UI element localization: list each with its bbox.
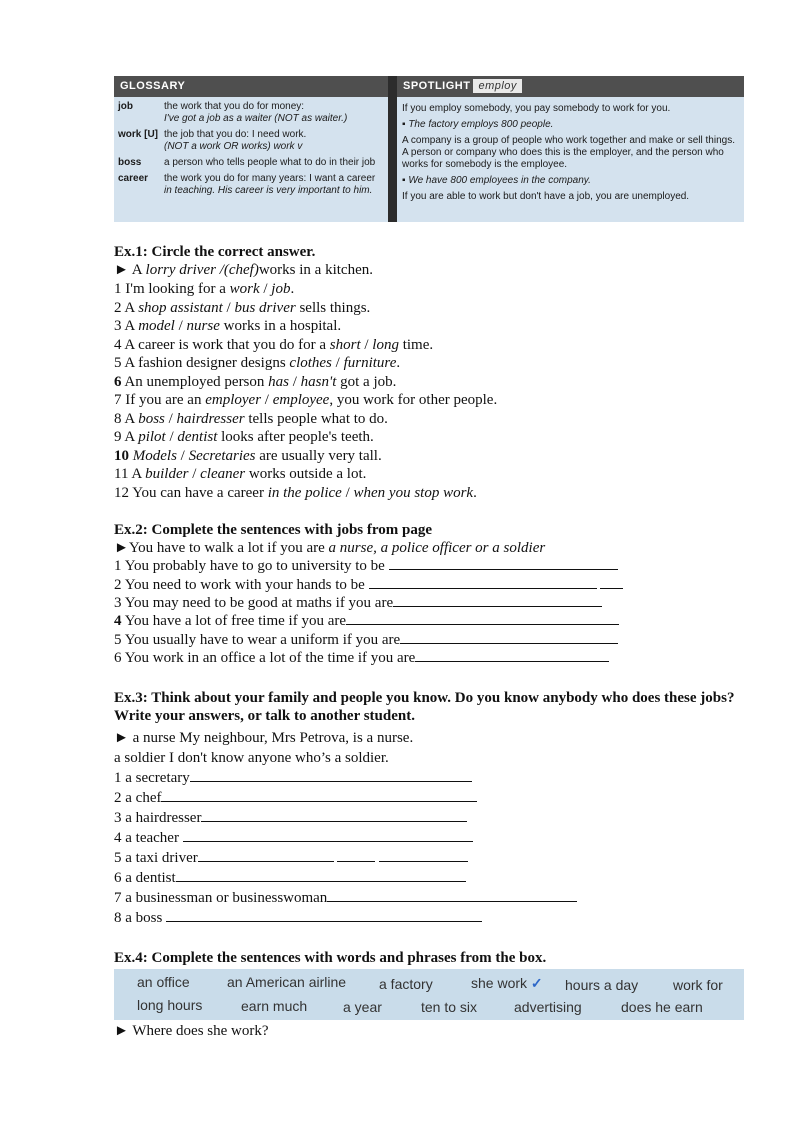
ex2-item (114, 557, 618, 575)
definition-text: the work that you do for money: (164, 101, 305, 112)
ex4-heading: Ex.4: Complete the sentences with words and phrases from the box. (114, 950, 547, 966)
answer-blank[interactable] (176, 869, 466, 882)
word-box-text: she work (471, 975, 528, 991)
answer-option[interactable]: boss (138, 410, 165, 427)
answer-blank[interactable] (327, 889, 577, 902)
spotlight-paragraph: If you employ somebody, you pay somebody to work for you. (402, 103, 671, 114)
answer-option[interactable]: hairdresser (176, 410, 245, 427)
ex3-item (114, 849, 468, 867)
spotlight-header (397, 76, 744, 97)
word-box-item: hours a day (565, 977, 639, 993)
question-text: 9 A (114, 429, 139, 445)
definition-example: in teaching. His career is very important to him. (164, 185, 373, 196)
question-text: 7 If you are an (114, 392, 206, 408)
answer-blank[interactable] (166, 909, 482, 922)
question-text: works outside a lot. (245, 466, 367, 482)
question-text: are usually very tall. (255, 447, 382, 464)
glossary-entry (114, 157, 388, 169)
ex2-item (114, 594, 602, 612)
ex3-example: ► a nurse My neighbour, Mrs Petrova, is a nurse. (114, 730, 414, 746)
answer-option[interactable]: nurse (186, 318, 220, 334)
definition-text: a person who tells people what to do in their job (164, 157, 376, 168)
word-box-item: work for (673, 977, 723, 993)
ex3-item (114, 889, 577, 907)
check-mark-icon: ✓ (530, 975, 543, 991)
ex3-item (114, 829, 473, 847)
glossary-term: boss (118, 157, 142, 168)
spotlight-panel (393, 76, 744, 222)
ex3-heading: Ex.3: Think about your family and people you know. Do you know anybody who does these jobs? Write your answers, or talk to another student. (114, 690, 735, 724)
glossary-panel (114, 76, 393, 222)
sentence-text: 3 You may need to be good at maths if you are (114, 595, 394, 611)
answer-blank[interactable] (198, 849, 334, 862)
answer-option[interactable]: pilot (138, 429, 166, 445)
word-box-item: does he earn (621, 999, 703, 1015)
reference-boxes (114, 76, 744, 222)
question-text: looks after people's teeth. (217, 429, 374, 445)
job-text: 8 a boss (114, 910, 167, 926)
question-text: . (473, 484, 477, 501)
ex1-heading: Ex.1: Circle the correct answer. (114, 244, 316, 260)
job-text: 7 a businessman or businesswoman (114, 890, 328, 906)
word-box-item: a factory (379, 976, 433, 992)
ex3-item (114, 809, 467, 827)
answer-blank[interactable] (201, 809, 467, 822)
sentence-text: 6 You work in an office a lot of the time if you are (114, 650, 416, 666)
ex3-item (114, 789, 477, 807)
ex3-item (114, 869, 466, 887)
spotlight-paragraph: If you are able to work but don't have a job, you are unemployed. (402, 191, 690, 202)
spotlight-body (397, 97, 744, 213)
sentence-text: 1 You probably have to go to university to be (114, 558, 389, 574)
item-number: 10 (114, 447, 129, 464)
question-text: 1 I'm looking for a (114, 281, 230, 297)
answer-option[interactable]: dentist (177, 429, 218, 445)
answer-blank[interactable] (161, 789, 477, 802)
answer-option[interactable]: work (229, 281, 260, 297)
answer-blank[interactable] (379, 849, 468, 862)
answer-option[interactable]: Models (132, 447, 177, 464)
job-text: 2 a chef (114, 790, 162, 806)
answer-blank[interactable] (337, 849, 375, 862)
ex1-question (114, 373, 396, 391)
example-answer: a nurse, a police officer or a soldier (328, 540, 546, 556)
definition-example: I've got a job as a waiter (NOT as waiter.) (164, 113, 348, 124)
word-box (114, 969, 744, 1020)
ex1-question (114, 280, 294, 298)
spotlight-example: ▪ We have 800 employees in the company. (402, 175, 739, 187)
question-text: 2 A (114, 299, 139, 316)
example-text: works in a kitchen. (258, 262, 373, 278)
word-box-item: earn much (241, 998, 308, 1014)
word-box-item: a year (343, 999, 382, 1015)
ex2-item (114, 631, 618, 649)
ex1-question (114, 465, 366, 483)
question-text: sells things. (295, 299, 371, 316)
ex2-example (114, 539, 545, 557)
answer-blank[interactable] (600, 576, 623, 589)
ex3-item (114, 909, 482, 927)
sentence-text: You have a lot of free time if you are (124, 613, 347, 629)
question-text: . (290, 281, 295, 297)
question-text: 4 A career is work that you do for a (114, 336, 330, 353)
ex2-item (114, 576, 623, 594)
ex4-example: ► Where does she work? (114, 1023, 269, 1039)
glossary-definition (164, 173, 384, 197)
ex3-item (114, 769, 472, 787)
question-text: 5 A fashion designer designs (114, 355, 290, 371)
question-text: 12 You can have a career (114, 484, 268, 501)
answer-blank[interactable] (393, 594, 602, 607)
answer-blank[interactable] (183, 829, 473, 842)
question-text: time. (398, 336, 434, 353)
spotlight-word: employ (473, 79, 521, 93)
ex1-question (114, 391, 497, 409)
answer-blank[interactable] (415, 649, 609, 662)
word-box-item: ten to six (421, 999, 478, 1015)
question-text: . (396, 355, 401, 371)
glossary-term: job (118, 101, 133, 112)
answer-option[interactable]: cleaner (200, 466, 246, 482)
question-text: works in a hospital. (219, 318, 342, 334)
answer-option[interactable]: Secretaries (188, 447, 256, 464)
option-separator: / (176, 447, 189, 464)
option-separator: / (165, 429, 178, 445)
answer-blank[interactable] (190, 769, 472, 782)
answer-option[interactable]: in the police (267, 484, 342, 501)
option-separator: / (360, 336, 373, 353)
item-number: 6 (114, 373, 122, 390)
ex1-question (114, 317, 341, 335)
question-text: got a job. (336, 373, 397, 390)
ex1-question (114, 484, 477, 502)
definition-text: the work you do for many years: I want a career (164, 173, 376, 184)
ex2-item (114, 649, 609, 667)
glossary-definition (164, 157, 384, 169)
spotlight-paragraph: A company is a group of people who work together and make or sell things. A person or company who does this is the employer, and the person who works for somebody is the employee. (402, 135, 735, 170)
ex2-heading: Ex.2: Complete the sentences with jobs from page (114, 522, 433, 538)
option-separator: / (259, 281, 272, 297)
job-text: 5 a taxi driver (114, 850, 198, 866)
sentence-text: 5 You usually have to wear a uniform if you are (114, 632, 401, 648)
ex1-question (114, 336, 433, 354)
question-text: 8 A (114, 410, 139, 427)
answer-option[interactable]: model (138, 318, 175, 334)
answer-blank[interactable] (389, 557, 618, 570)
question-text: 11 A (114, 466, 146, 482)
ex1-question (114, 299, 370, 317)
example-text: ► A (114, 262, 146, 278)
answer-option[interactable]: employer (205, 392, 262, 408)
word-box-item: advertising (514, 999, 582, 1015)
ex1-question (114, 410, 388, 428)
job-text: 6 a dentist (114, 870, 176, 886)
question-text: tells people what to do. (244, 410, 388, 427)
answer-option[interactable]: bus driver (234, 299, 296, 316)
option-separator: / (341, 484, 354, 501)
word-box-item: an office (137, 974, 190, 990)
answer-option[interactable]: clothes (289, 355, 332, 371)
job-text: 3 a hairdresser (114, 810, 202, 826)
answer-option[interactable]: employee (272, 392, 330, 408)
option-separator: / (188, 466, 201, 482)
glossary-title: GLOSSARY (114, 76, 388, 97)
option-separator: / (164, 410, 177, 427)
glossary-entry (114, 129, 388, 153)
glossary-term: work [U] (118, 129, 158, 140)
example-text: ►You have to walk a lot if you are (114, 540, 329, 556)
answer-option[interactable]: has (268, 373, 289, 390)
answer-option[interactable]: when you stop work (353, 484, 474, 501)
answer-option[interactable]: shop assistant (138, 299, 223, 316)
question-text: 3 A (114, 318, 139, 334)
word-box-item: an American airline (227, 974, 347, 990)
answer-option[interactable]: hasn't (300, 373, 337, 390)
job-text: 4 a teacher (114, 830, 183, 846)
option-separator: / (174, 318, 187, 334)
definition-example: (NOT a work OR works) work v (164, 141, 303, 152)
option-separator: / (289, 373, 301, 390)
word-box-item: long hours (137, 997, 203, 1013)
glossary-entry (114, 173, 388, 197)
question-text: , you work for other people. (329, 392, 498, 408)
sentence-text: 2 You need to work with your hands to be (114, 577, 369, 593)
spotlight-title: SPOTLIGHT (403, 80, 471, 92)
glossary-term: career (118, 173, 149, 184)
option-separator: / (222, 299, 235, 316)
answer-blank[interactable] (369, 576, 597, 589)
question-text: An unemployed person (121, 373, 269, 390)
glossary-entry (114, 101, 388, 125)
glossary-definition (164, 101, 384, 125)
answer-option[interactable]: furniture (343, 355, 397, 371)
spotlight-example: ▪ The factory employs 800 people. (402, 119, 739, 131)
glossary-definition (164, 129, 384, 153)
answer-option[interactable]: long (372, 336, 399, 353)
job-text: 1 a secretary (114, 770, 190, 786)
ex1-question (114, 354, 400, 372)
option-separator: / (261, 392, 273, 408)
ex1-question (114, 428, 374, 446)
ex3-example: a soldier I don't know anyone who’s a soldier. (114, 750, 389, 766)
word-box-item (471, 975, 543, 992)
item-number: 4 (114, 613, 122, 629)
answer-option[interactable]: builder (145, 466, 189, 482)
ex1-example (114, 261, 373, 279)
ex1-question (114, 447, 382, 465)
definition-text: the job that you do: I need work. (164, 129, 307, 140)
ex2-item (114, 612, 619, 630)
answer-blank[interactable] (346, 612, 619, 625)
example-options: lorry driver /(chef) (145, 262, 259, 278)
answer-blank[interactable] (400, 631, 618, 644)
answer-option[interactable]: job (271, 281, 291, 297)
option-separator: / (331, 355, 344, 371)
answer-option[interactable]: short (329, 336, 361, 353)
